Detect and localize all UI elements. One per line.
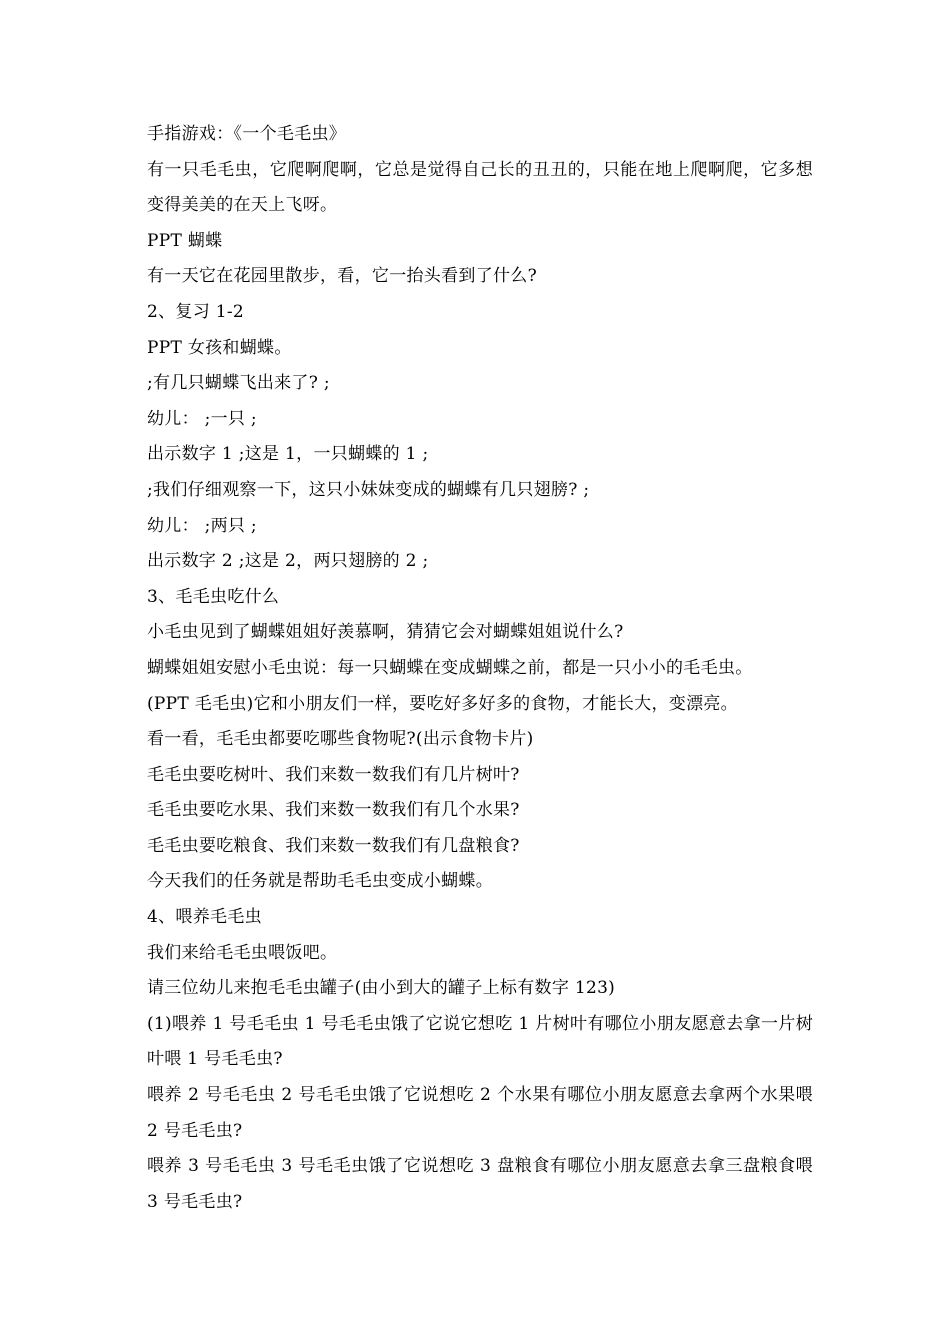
- paragraph-count-leaves: 毛毛虫要吃树叶、我们来数一数我们有几片树叶?: [147, 764, 520, 785]
- paragraph-answer-two: 幼儿： ;两只 ;: [147, 515, 257, 536]
- paragraph-garden-walk: 有一天它在花园里散步，看，它一抬头看到了什么?: [147, 266, 538, 287]
- paragraph-three-children: 请三位幼儿来抱毛毛虫罐子(由小到大的罐子上标有数字 123): [147, 978, 616, 999]
- paragraph-count-fruits: 毛毛虫要吃水果、我们来数一数我们有几个水果?: [147, 800, 520, 821]
- paragraph-food-cards: 看一看，毛毛虫都要吃哪些食物呢?(出示食物卡片): [147, 729, 534, 750]
- paragraph-ppt-butterfly: PPT 蝴蝶: [147, 230, 223, 251]
- section-heading-review: 2、复习 1-2: [147, 301, 244, 322]
- paragraph-feed-caterpillar-1: (1)喂养 1 号毛毛虫 1 号毛毛虫饿了它说它想吃 1 片树叶有哪位小朋友愿意去拿一片树叶喂 1 号毛毛虫?: [147, 1013, 813, 1070]
- paragraph-task-today: 今天我们的任务就是帮助毛毛虫变成小蝴蝶。: [147, 871, 493, 892]
- paragraph-count-grain: 毛毛虫要吃粮食、我们来数一数我们有几盘粮食?: [147, 835, 520, 856]
- paragraph-envy-butterfly: 小毛虫见到了蝴蝶姐姐好羡慕啊，猜猜它会对蝴蝶姐姐说什么?: [147, 622, 624, 643]
- paragraph-feed-caterpillar-2: 喂养 2 号毛毛虫 2 号毛毛虫饿了它说想吃 2 个水果有哪位小朋友愿意去拿两个水果喂 2 号毛毛虫?: [147, 1085, 813, 1141]
- section-heading-feeding: 4、喂养毛毛虫: [147, 907, 262, 928]
- paragraph-ppt-caterpillar: (PPT 毛毛虫)它和小朋友们一样，要吃好多好多的食物，才能长大，变漂亮。: [147, 693, 738, 714]
- paragraph-comfort: 蝴蝶姐姐安慰小毛虫说：每一只蝴蝶在变成蝴蝶之前，都是一只小小的毛毛虫。: [147, 657, 753, 678]
- paragraph-ppt-girl-butterfly: PPT 女孩和蝴蝶。: [147, 337, 292, 358]
- document-body: [147, 117, 813, 1220]
- section-heading-what-to-eat: 3、毛毛虫吃什么: [147, 586, 280, 607]
- paragraph-feed-caterpillar-3: 喂养 3 号毛毛虫 3 号毛毛虫饿了它说想吃 3 盘粮食有哪位小朋友愿意去拿三盘粮食喂 3 号毛毛虫?: [147, 1156, 813, 1212]
- paragraph-observe-wings: ;我们仔细观察一下，这只小妹妹变成的蝴蝶有几只翅膀? ;: [147, 479, 590, 500]
- paragraph-show-number-1: 出示数字 1 ;这是 1，一只蝴蝶的 1 ;: [147, 444, 429, 465]
- paragraph-caterpillar-story: 有一只毛毛虫，它爬啊爬啊，它总是觉得自己长的丑丑的，只能在地上爬啊爬，它多想变得美美的在天上飞呀。: [147, 159, 813, 216]
- paragraph-answer-one: 幼儿： ;一只 ;: [147, 408, 257, 429]
- paragraph-finger-game-title: 手指游戏：《一个毛毛虫》: [147, 124, 347, 144]
- paragraph-show-number-2: 出示数字 2 ;这是 2，两只翅膀的 2 ;: [147, 551, 429, 572]
- paragraph-feed-time: 我们来给毛毛虫喂饭吧。: [147, 942, 338, 963]
- paragraph-question-how-many: ;有几只蝴蝶飞出来了? ;: [147, 373, 330, 394]
